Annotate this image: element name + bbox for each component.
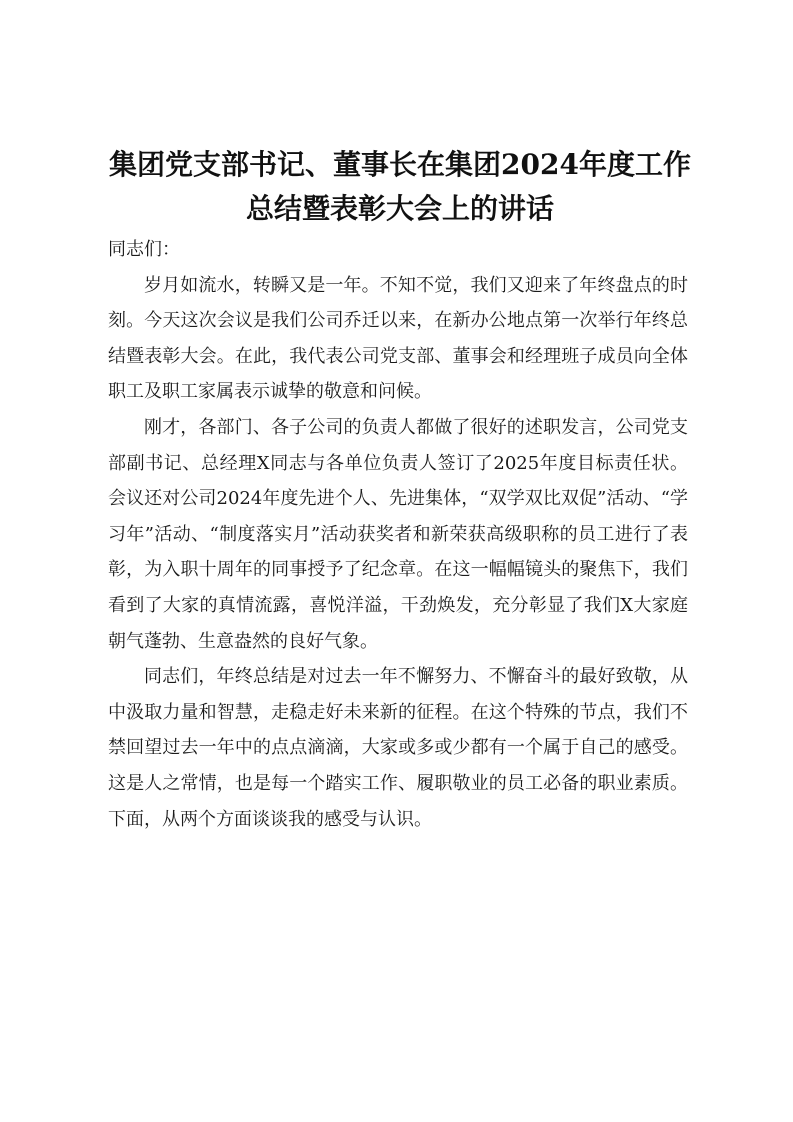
paragraph-3: 同志们，年终总结是对过去一年不懈努力、不懈奋斗的最好致敬，从中汲取力量和智慧，走稳走好未来新的征程。在这个特殊的节点，我们不禁回望过去一年中的点点滴滴，大家或多或少都有一个属于自己的感受。这是人之常情，也是每一个踏实工作、履职敬业的员工必备的职业素质。下面，从两个方面谈谈我的感受与认识。 (108, 666, 688, 830)
title-line-2: 总结暨表彰大会上的讲话 (245, 192, 554, 225)
document-body (108, 232, 688, 837)
paragraph-1: 岁月如流水，转瞬又是一年。不知不觉，我们又迎来了年终盘点的时刻。今天这次会议是我们公司乔迁以来，在新办公地点第一次举行年终总结暨表彰大会。在此，我代表公司党支部、董事会和经理班子成员向全体职工及职工家属表示诚挚的敬意和问候。 (108, 274, 688, 403)
title-line-1: 集团党支部书记、董事长在集团2024年度工作 (109, 148, 691, 181)
salutation: 同志们： (108, 239, 180, 260)
document-title (100, 143, 700, 231)
paragraph-2: 刚才，各部门、各子公司的负责人都做了很好的述职发言，公司党支部副书记、总经理X同志与各单位负责人签订了2025年度目标责任状。会议还对公司2024年度先进个人、先进集体，“双学双比双促”活动、“学习年”活动、“制度落实月”活动获奖者和新荣获高级职称的员工进行了表彰，为入职十周年的同事授予了纪念章。在这一幅幅镜头的聚焦下，我们看到了大家的真情流露，喜悦洋溢，干劲焕发，充分彰显了我们X大家庭朝气蓬勃、生意盎然的良好气象。 (108, 416, 688, 652)
